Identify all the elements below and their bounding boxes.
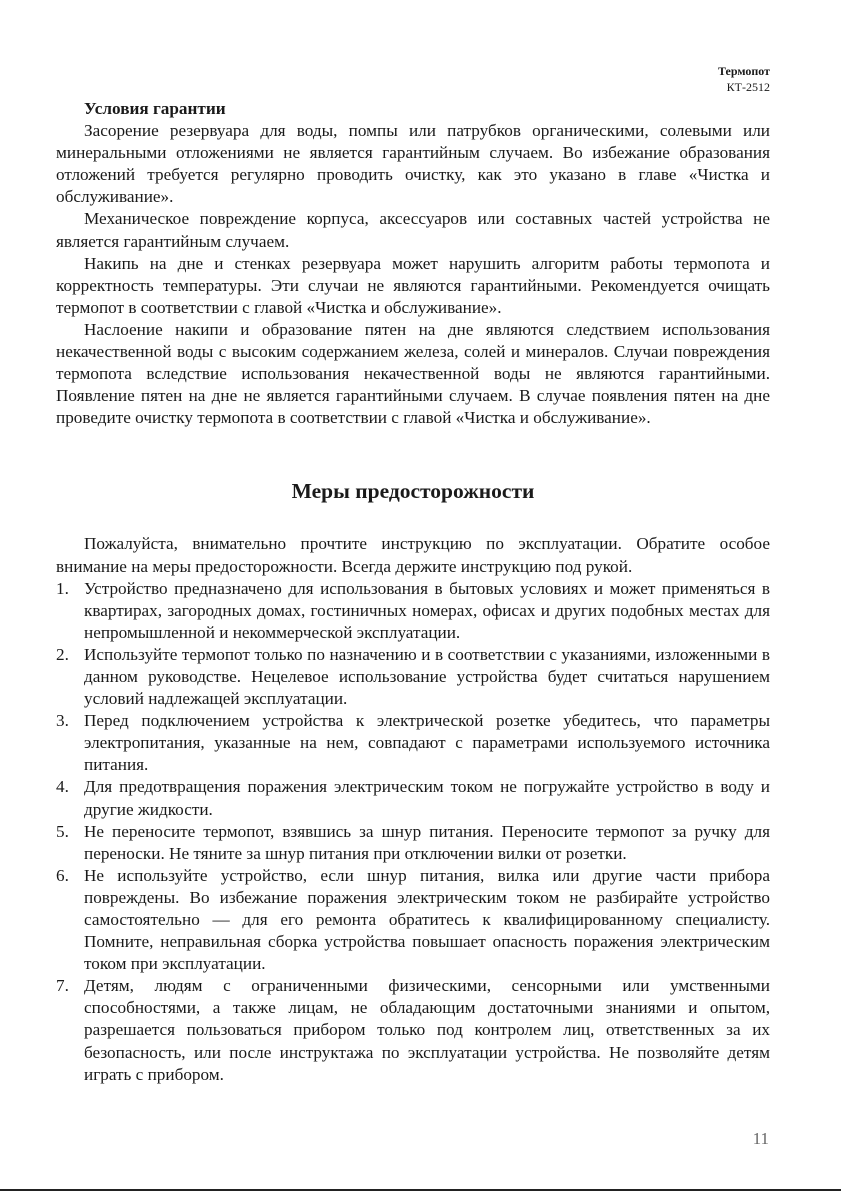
item-text: Для предотвращения поражения электрическим током не погружайте устройство в воду и другие жидкости. <box>84 777 770 819</box>
precaution-item <box>56 776 770 820</box>
precaution-item <box>56 644 770 710</box>
item-number: 3. <box>56 711 69 731</box>
precaution-item <box>56 821 770 865</box>
precautions-intro: Пожалуйста, внимательно прочтите инструкцию по эксплуатации. Обратите особое внимание на меры предосторожности. Всегда держите инструкцию под рукой. <box>56 534 770 576</box>
header-model-number: КТ-2512 <box>726 80 770 94</box>
item-text: Устройство предназначено для использования в бытовых условиях и может применяться в квартирах, загородных домах, гостиничных номерах, офисах и других подобных местах для непромышленной и некоммерческой эксплуатации. <box>84 578 770 642</box>
item-number: 1. <box>56 578 69 598</box>
precaution-item <box>56 710 770 776</box>
item-text: Не используйте устройство, если шнур питания, вилка или другие части прибора повреждены. Во избежание поражения электрическим током не разбирайте устройство самостоятельно — для его ремонта обратитесь к квалифицированному специалисту. Помните, неправильная сборка устройства повышает опасность поражения электрическим током при эксплуатации. <box>84 865 770 974</box>
precautions-list <box>56 578 770 1086</box>
warranty-paragraph: Наслоение накипи и образование пятен на дне являются следствием использования некачественной воды с высоким содержанием железа, солей и минералов. Случаи повреждения термопота вследствие использования некачественной воды не являются гарантийными. Появление пятен на дне не является гарантийными случаем. В случае появления пятен на дне проведите очистку термопота в соответствии с главой «Чистка и обслуживание». <box>56 319 770 428</box>
item-number: 5. <box>56 821 69 841</box>
warranty-title: Условия гарантии <box>84 99 226 118</box>
item-text: Детям, людям с ограниченными физическими, сенсорными или умственными способностями, а также лицам, не обладающим достаточными знаниями и опытом, разрешается пользоваться прибором только под контролем лиц, ответственных за их безопасность, или после инструктажа по эксплуатации устройства. Не позволяйте детям играть с прибором. <box>84 976 770 1084</box>
item-number: 2. <box>56 644 69 664</box>
precautions-heading: Меры предосторожности <box>291 479 535 504</box>
warranty-paragraph: Накипь на дне и стенках резервуара может нарушить алгоритм работы термопота и корректность температуры. Эти случаи не являются гарантийными. Рекомендуется очищать термопот в соответствии с главой «Чистка и обслуживание». <box>56 253 770 317</box>
warranty-paragraph: Механическое повреждение корпуса, аксессуаров или составных частей устройства не является гарантийным случаем. <box>56 209 770 251</box>
item-text: Используйте термопот только по назначению и в соответствии с указаниями, изложенными в данном руководстве. Нецелевое использование устройства будет считаться нарушением условий надлежащей эксплуатации. <box>84 644 770 709</box>
item-text: Перед подключением устройства к электрической розетке убедитесь, что параметры электропитания, указанные на нем, совпадают с параметрами используемого источника питания. <box>84 711 770 775</box>
running-header <box>718 63 770 95</box>
item-number: 6. <box>56 865 69 885</box>
item-number: 7. <box>56 976 69 996</box>
precaution-item <box>56 578 770 644</box>
warranty-paragraph: Засорение резервуара для воды, помпы или патрубков органическими, солевыми или минеральными отложениями не является гарантийным случаем. Во избежание образования отложений требуется регулярно проводить очистку, как это указано в главе «Чистка и обслуживание». <box>56 121 770 207</box>
page-number: 11 <box>752 1129 769 1148</box>
bottom-divider <box>0 1189 841 1191</box>
page-content <box>56 98 770 1086</box>
item-text: Не переносите термопот, взявшись за шнур питания. Переносите термопот за ручку для переноски. Не тяните за шнур питания при отключении вилки от розетки. <box>84 821 770 863</box>
precaution-item <box>56 975 770 1085</box>
header-product-name: Термопот <box>717 64 770 78</box>
precaution-item <box>56 865 770 975</box>
item-number: 4. <box>56 777 69 797</box>
